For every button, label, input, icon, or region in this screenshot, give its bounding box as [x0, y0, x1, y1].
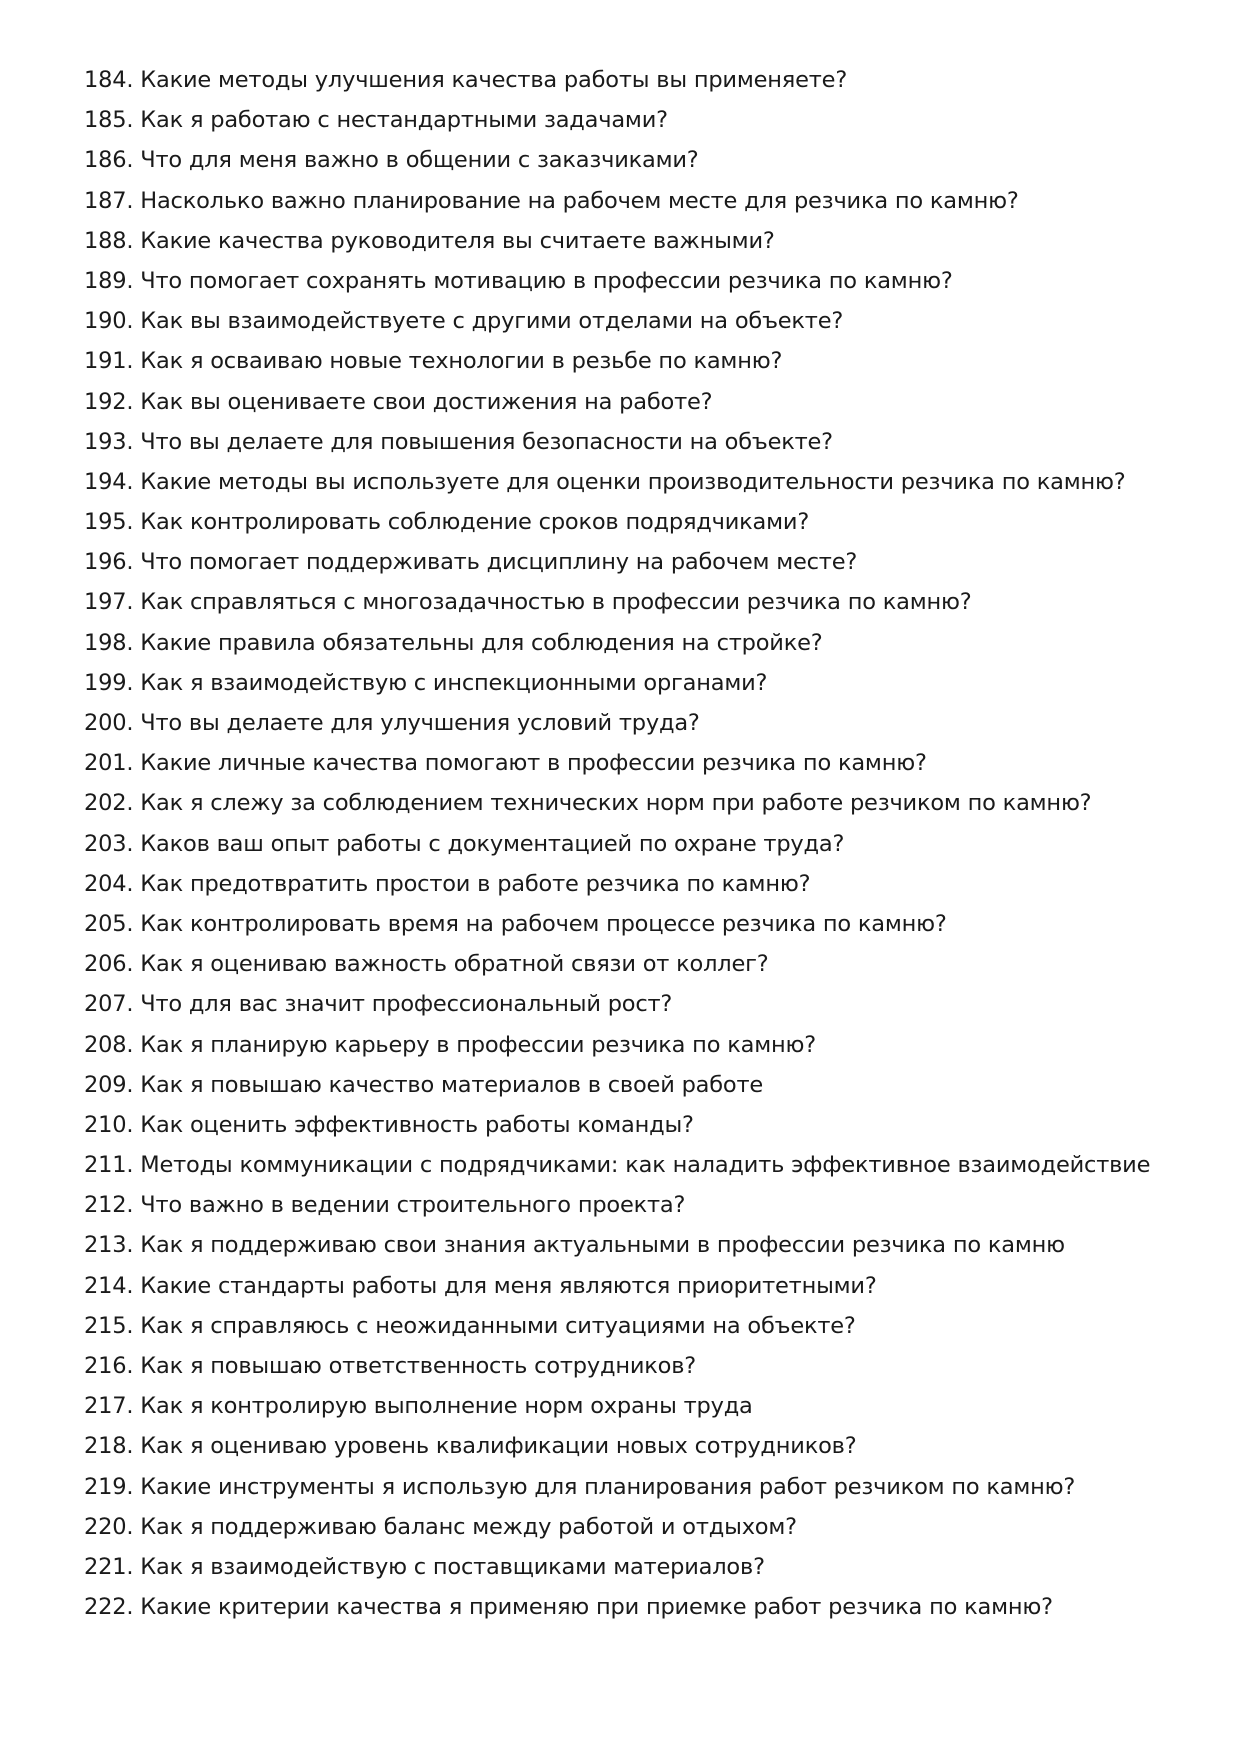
question-item: 195. Как контролировать соблюдение сроков подрядчиками?: [84, 509, 810, 536]
question-item: 209. Как я повышаю качество материалов в своей работе: [84, 1071, 764, 1098]
question-item: 210. Как оценить эффективность работы команды?: [84, 1111, 694, 1138]
question-item: 205. Как контролировать время на рабочем процессе резчика по камню?: [84, 910, 947, 937]
question-item: 196. Что помогает поддерживать дисциплину на рабочем месте?: [84, 549, 858, 576]
question-item: 188. Какие качества руководителя вы считаете важными?: [84, 227, 775, 254]
question-item: 187. Насколько важно планирование на рабочем месте для резчика по камню?: [84, 187, 1019, 214]
question-item: 215. Как я справляюсь с неожиданными ситуациями на объекте?: [84, 1312, 856, 1339]
question-item: 190. Как вы взаимодействуете с другими отделами на объекте?: [84, 308, 844, 335]
question-item: 200. Что вы делаете для улучшения условий труда?: [84, 710, 700, 736]
question-item: 206. Как я оцениваю важность обратной связи от коллег?: [84, 951, 769, 978]
question-item: 220. Как я поддерживаю баланс между работой и отдыхом?: [84, 1513, 797, 1540]
question-item: 216. Как я повышаю ответственность сотрудников?: [84, 1353, 697, 1379]
question-item: 197. Как справляться с многозадачностью в профессии резчика по камню?: [84, 589, 972, 616]
question-item: 213. Как я поддерживаю свои знания актуальными в профессии резчика по камню: [84, 1232, 1065, 1259]
question-list: [84, 60, 1184, 1627]
question-item: 194. Какие методы вы используете для оценки производительности резчика по камню?: [84, 468, 1126, 495]
question-item: 207. Что для вас значит профессиональный рост?: [84, 991, 673, 1018]
question-item: 203. Каков ваш опыт работы с документацией по охране труда?: [84, 830, 845, 857]
question-item: 193. Что вы делаете для повышения безопасности на объекте?: [84, 428, 833, 455]
question-item: 201. Какие личные качества помогают в профессии резчика по камню?: [84, 750, 927, 777]
question-item: 212. Что важно в ведении строительного проекта?: [84, 1192, 686, 1219]
question-item: 198. Какие правила обязательны для соблюдения на стройке?: [84, 629, 823, 656]
question-item: 191. Как я осваиваю новые технологии в резьбе по камню?: [84, 348, 783, 375]
question-item: 204. Как предотвратить простои в работе резчика по камню?: [84, 870, 811, 897]
question-item: 211. Методы коммуникации с подрядчиками: как наладить эффективное взаимодействие: [84, 1152, 1151, 1179]
question-item: 222. Какие критерии качества я применяю при приемке работ резчика по камню?: [84, 1594, 1053, 1621]
question-item: 219. Какие инструменты я использую для планирования работ резчиком по камню?: [84, 1473, 1076, 1500]
question-item: 214. Какие стандарты работы для меня являются приоритетными?: [84, 1272, 877, 1299]
question-item: 184. Какие методы улучшения качества работы вы применяете?: [84, 67, 848, 93]
document-page: [84, 60, 1184, 1627]
question-item: 221. Как я взаимодействую с поставщиками материалов?: [84, 1553, 765, 1580]
question-item: 217. Как я контролирую выполнение норм охраны труда: [84, 1393, 753, 1420]
question-item: 186. Что для меня важно в общении с заказчиками?: [84, 147, 699, 174]
question-item: 208. Как я планирую карьеру в профессии резчика по камню?: [84, 1031, 816, 1058]
question-item: 192. Как вы оцениваете свои достижения на работе?: [84, 388, 713, 415]
question-item: 189. Что помогает сохранять мотивацию в профессии резчика по камню?: [84, 267, 953, 294]
question-item: 202. Как я слежу за соблюдением технических норм при работе резчиком по камню?: [84, 790, 1092, 817]
question-item: 218. Как я оцениваю уровень квалификации новых сотрудников?: [84, 1433, 857, 1460]
question-item: 199. Как я взаимодействую с инспекционными органами?: [84, 669, 768, 696]
question-item: 185. Как я работаю с нестандартными задачами?: [84, 107, 668, 134]
